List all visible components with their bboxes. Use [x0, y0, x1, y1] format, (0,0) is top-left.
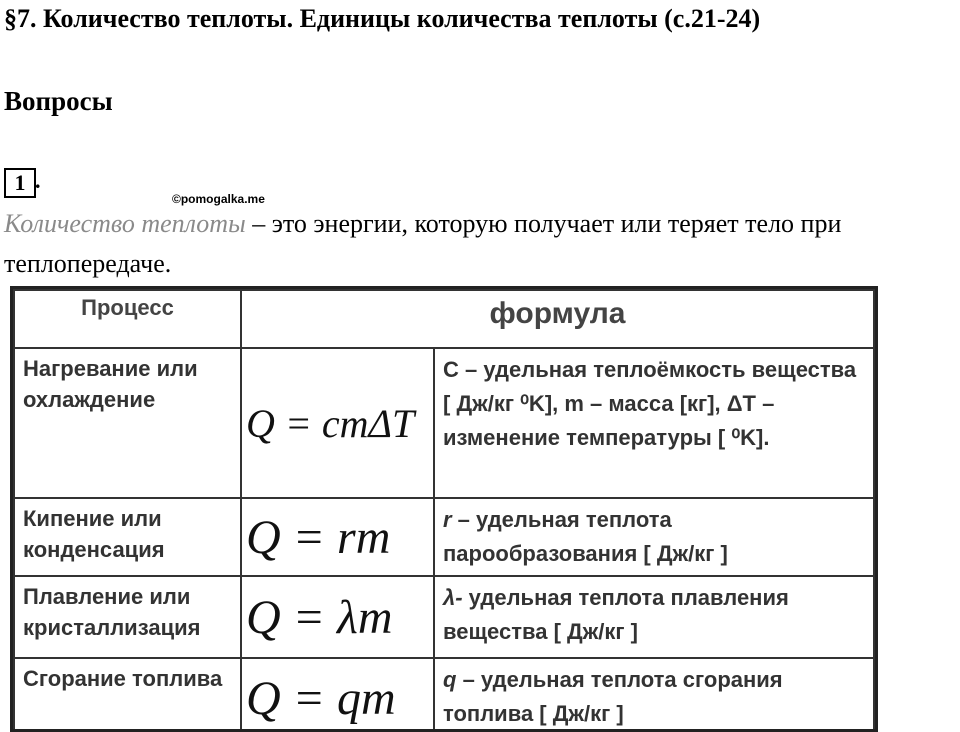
answer-text — [4, 204, 954, 284]
answer-term: Количество теплоты — [4, 209, 246, 238]
question-number-dot: . — [35, 168, 41, 193]
process-cell: Плавление или кристаллизация — [14, 576, 241, 658]
header-process: Процесс — [14, 290, 241, 348]
formula-cell: Q = qm — [241, 658, 434, 732]
question-number: 1 — [4, 168, 36, 198]
answer-definition: – это энергии, которую получает или теряет тело при теплопередаче. — [4, 209, 842, 278]
description-symbol: λ- — [443, 585, 463, 610]
description-symbol: C — [443, 357, 459, 382]
description-symbol: q — [443, 667, 457, 692]
description-symbol: r — [443, 507, 452, 532]
formula-cell: Q = cmΔT — [241, 348, 434, 498]
watermark: ©pomogalka.me — [172, 192, 265, 206]
page-title: §7. Количество теплоты. Единицы количества теплоты (с.21-24) — [4, 4, 761, 33]
section-heading: Вопросы — [4, 86, 113, 116]
description-cell — [434, 658, 874, 732]
description-text: – удельная теплоёмкость вещества [ Дж/кг ⁰K], m – масса [кг], ΔT – изменение температуры [ ⁰K]. — [443, 357, 857, 450]
description-text: удельная теплота плавления вещества [ Дж/кг ] — [443, 585, 789, 644]
formula-cell: Q = rm — [241, 498, 434, 576]
table-row — [14, 658, 874, 732]
table-row — [14, 576, 874, 658]
table-row — [14, 348, 874, 498]
process-cell: Сгорание топлива — [14, 658, 241, 732]
description-text: – удельная теплота парообразования [ Дж/кг ] — [443, 507, 728, 566]
process-cell: Кипение или конденсация — [14, 498, 241, 576]
heat-formula-table — [10, 286, 878, 732]
header-formula: формула — [241, 290, 874, 348]
formula-cell: Q = λm — [241, 576, 434, 658]
description-cell — [434, 576, 874, 658]
description-cell — [434, 348, 874, 498]
description-cell — [434, 498, 874, 576]
description-text: – удельная теплота сгорания топлива [ Дж/кг ] — [443, 667, 783, 726]
process-cell: Нагревание или охлаждение — [14, 348, 241, 498]
table-row — [14, 498, 874, 576]
